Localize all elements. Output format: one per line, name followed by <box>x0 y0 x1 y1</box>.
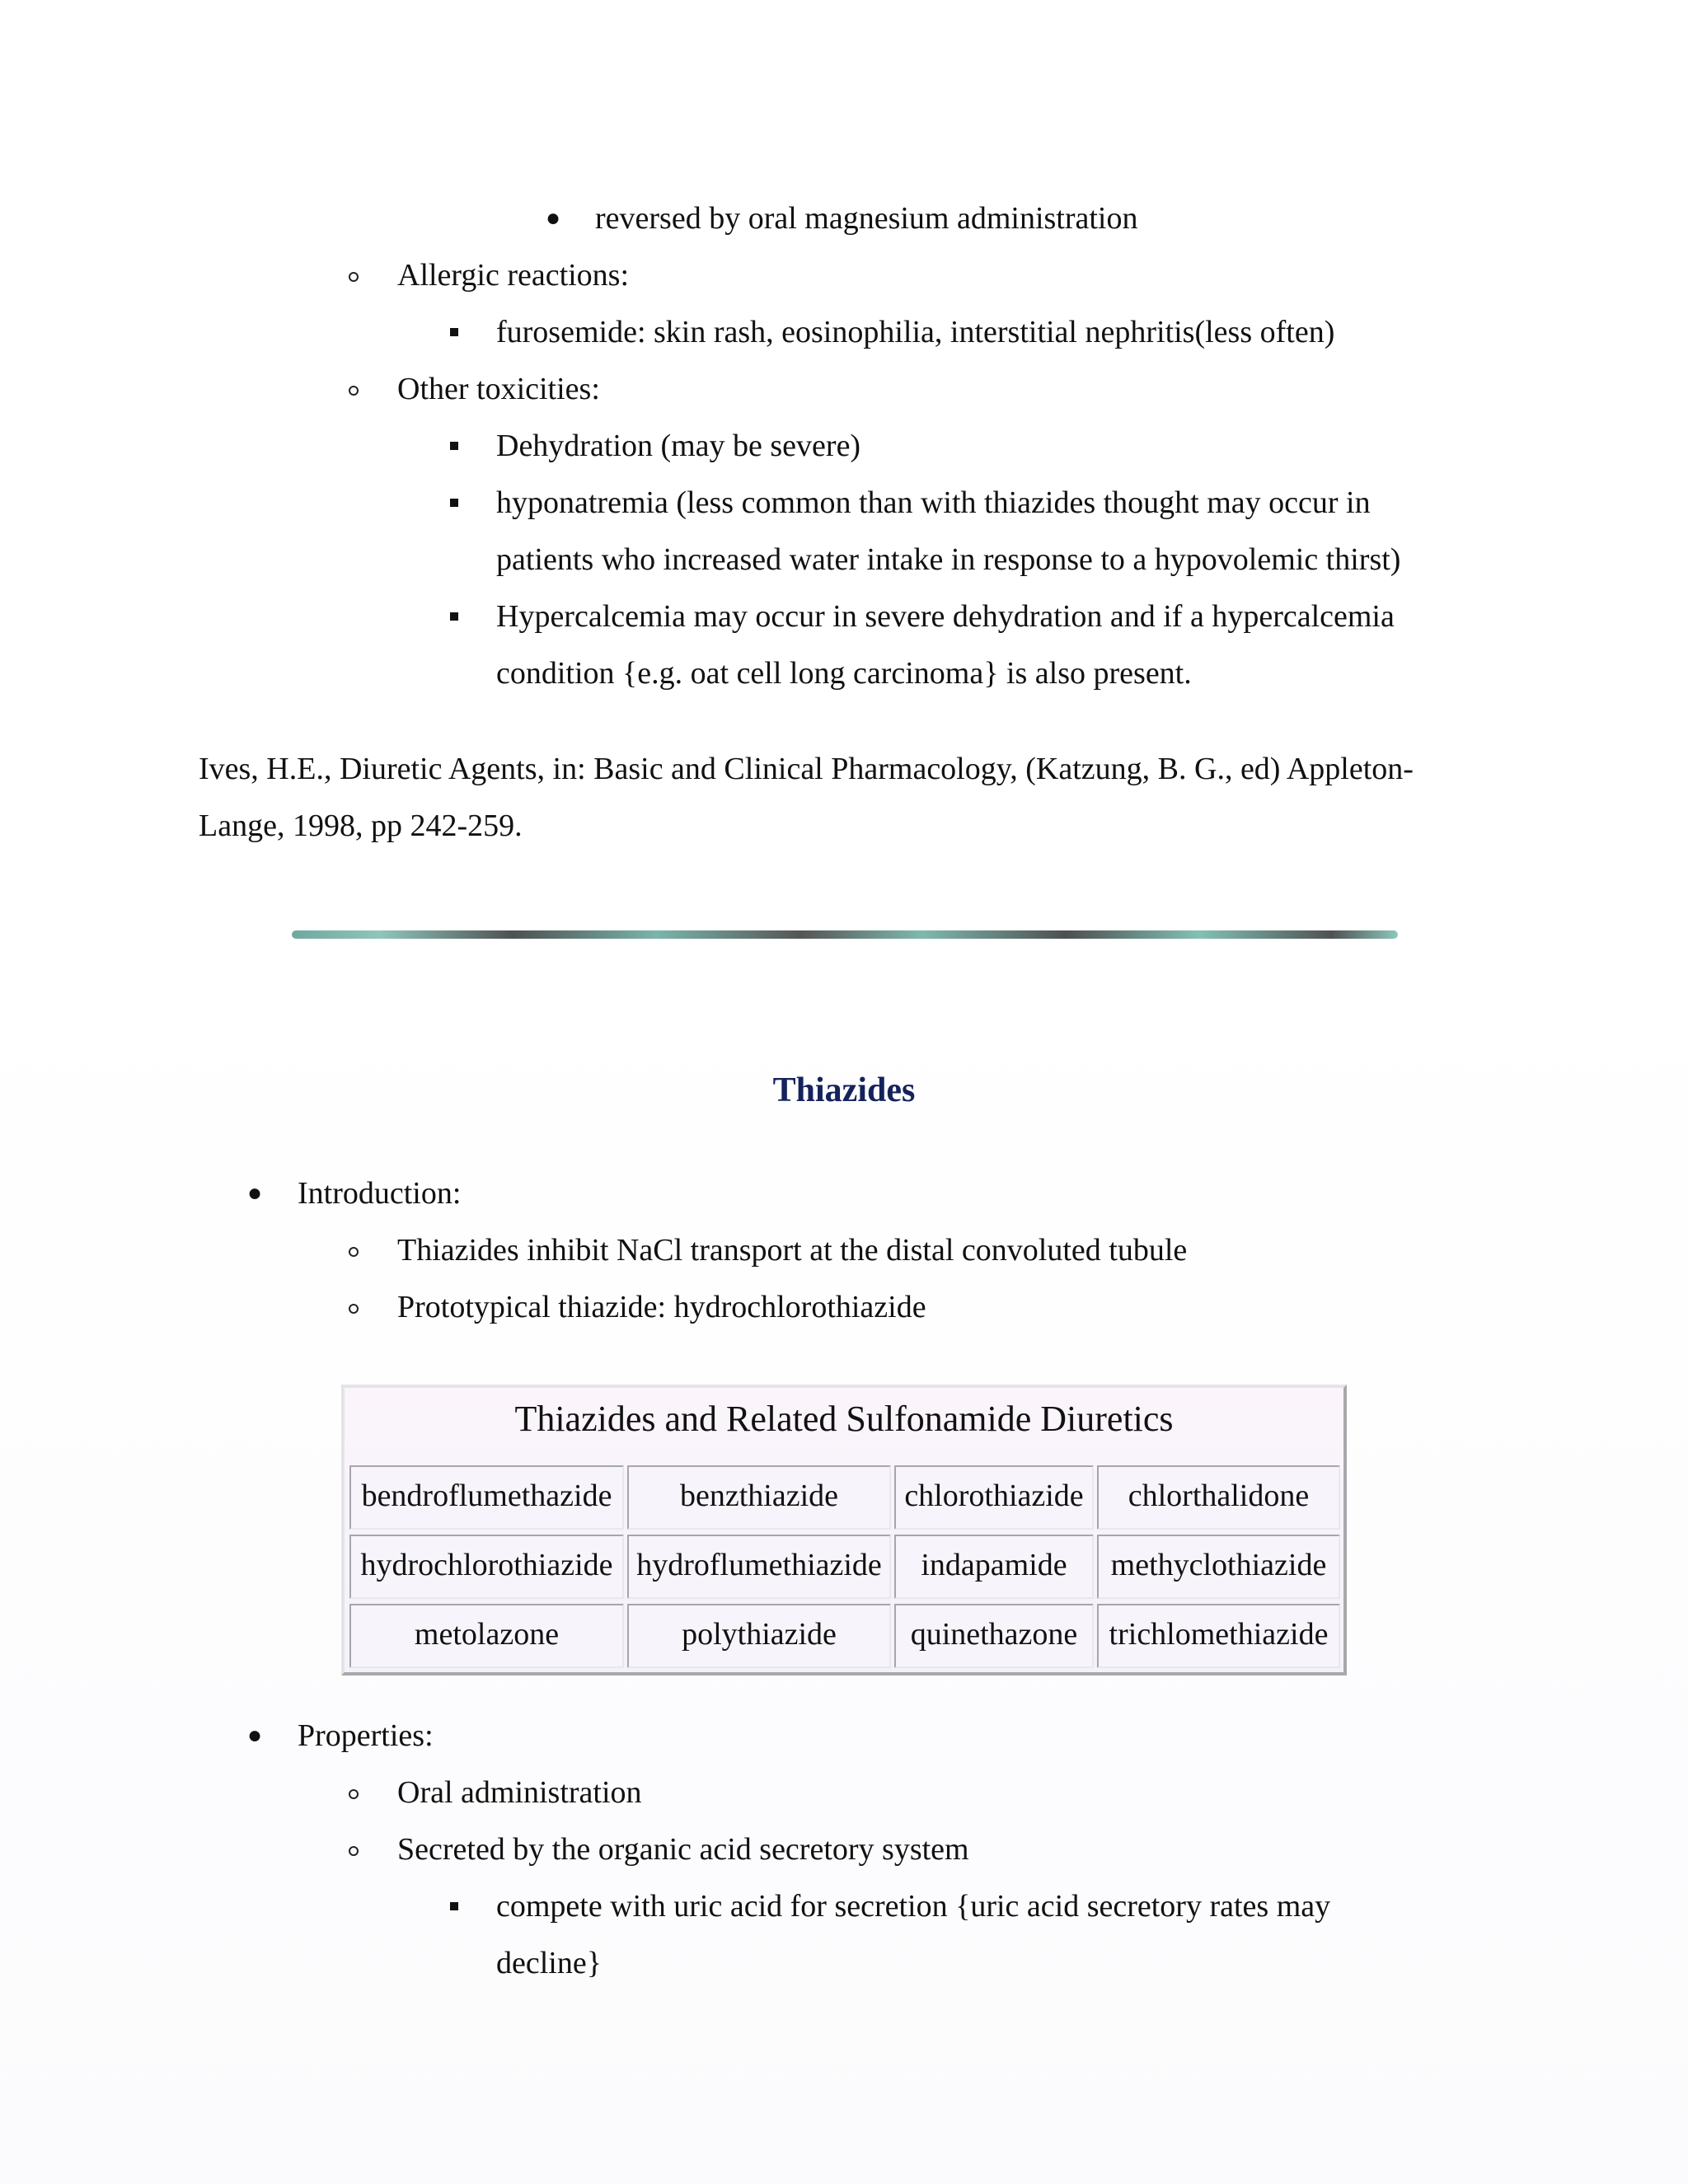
list-item: furosemide: skin rash, eosinophilia, interstitial nephritis(less often) <box>496 315 1335 349</box>
list-item-continuation: patients who increased water intake in response to a hypovolemic thirst) <box>496 542 1401 577</box>
square-bullet <box>450 328 458 336</box>
table-cell: polythiazide <box>627 1604 891 1668</box>
list-item: reversed by oral magnesium administration <box>595 201 1138 236</box>
list-item: hyponatremia (less common than with thiazides thought may occur in <box>496 485 1371 520</box>
table-cell: chlorthalidone <box>1097 1465 1340 1530</box>
square-bullet <box>450 442 458 450</box>
list-item: Hypercalcemia may occur in severe dehydration and if a hypercalcemia <box>496 599 1395 634</box>
table-cell: chlorothiazide <box>894 1465 1094 1530</box>
circle-bullet <box>349 1846 359 1856</box>
square-bullet <box>450 499 458 507</box>
table-caption: Thiazides and Related Sulfonamide Diuretics <box>514 1399 1174 1439</box>
table-cell: indapamide <box>894 1535 1094 1599</box>
circle-bullet <box>349 1789 359 1799</box>
list-item: Dehydration (may be severe) <box>496 429 861 463</box>
table-cell: hydrochlorothiazide <box>349 1535 624 1599</box>
table-cell: hydroflumethiazide <box>627 1535 891 1599</box>
table-cell: bendroflumethazide <box>349 1465 624 1530</box>
disc-bullet: ● <box>247 1722 263 1749</box>
disc-bullet: ● <box>247 1179 263 1207</box>
circle-bullet <box>349 386 359 396</box>
reference-line-2: Lange, 1998, pp 242-259. <box>199 808 523 843</box>
list-item: Allergic reactions: <box>397 258 630 293</box>
properties-subitem-continuation: decline} <box>496 1946 602 1980</box>
circle-bullet <box>349 1247 359 1257</box>
properties-subitem: compete with uric acid for secretion {uric acid secretory rates may <box>496 1889 1331 1924</box>
diuretics-table <box>341 1385 1347 1675</box>
intro-label: Introduction: <box>298 1176 462 1211</box>
square-bullet <box>450 1902 458 1910</box>
properties-item: Oral administration <box>397 1775 642 1810</box>
square-bullet <box>450 612 458 621</box>
disc-bullet: ● <box>546 204 561 232</box>
table-cell: trichlomethiazide <box>1097 1604 1340 1668</box>
section-title: Thiazides <box>772 1071 916 1109</box>
circle-bullet <box>349 1304 359 1314</box>
table-cell: benzthiazide <box>627 1465 891 1530</box>
reference-line-1: Ives, H.E., Diuretic Agents, in: Basic and Clinical Pharmacology, (Katzung, B. G., ed) Appleton- <box>199 752 1414 786</box>
list-item-continuation: condition {e.g. oat cell long carcinoma} is also present. <box>496 656 1192 691</box>
properties-label: Properties: <box>298 1718 434 1753</box>
horizontal-divider <box>292 930 1398 939</box>
table-cell: quinethazone <box>894 1604 1094 1668</box>
intro-item: Prototypical thiazide: hydrochlorothiazide <box>397 1290 926 1324</box>
circle-bullet <box>349 272 359 282</box>
table-cell: metolazone <box>349 1604 624 1668</box>
list-item: Other toxicities: <box>397 372 600 406</box>
table-cell: methyclothiazide <box>1097 1535 1340 1599</box>
properties-item: Secreted by the organic acid secretory system <box>397 1832 969 1867</box>
intro-item: Thiazides inhibit NaCl transport at the distal convoluted tubule <box>397 1233 1188 1268</box>
